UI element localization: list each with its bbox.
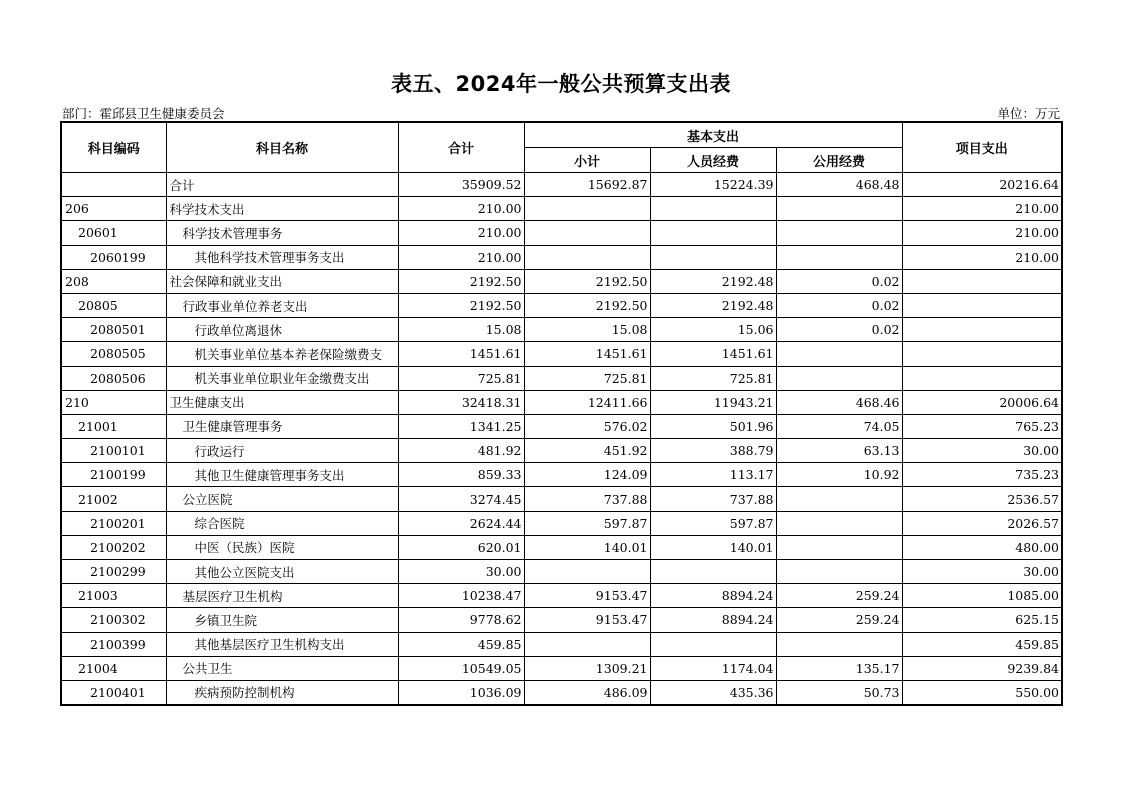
cell-subtotal: 12411.66 <box>524 390 650 414</box>
cell-project: 480.00 <box>902 535 1062 559</box>
cell-subtotal <box>524 245 650 269</box>
cell-name: 机关事业单位职业年金缴费支出 <box>166 366 398 390</box>
cell-name: 合计 <box>166 173 398 197</box>
cell-personnel: 11943.21 <box>650 390 776 414</box>
cell-code: 2100201 <box>61 511 166 535</box>
cell-name: 其他基层医疗卫生机构支出 <box>166 632 398 656</box>
cell-total: 859.33 <box>398 463 524 487</box>
cell-subtotal: 1309.21 <box>524 656 650 680</box>
cell-project <box>902 269 1062 293</box>
header-basic: 基本支出 <box>524 122 902 148</box>
cell-code: 2080506 <box>61 366 166 390</box>
cell-personnel <box>650 221 776 245</box>
cell-total: 30.00 <box>398 560 524 584</box>
cell-total: 481.92 <box>398 439 524 463</box>
cell-total: 32418.31 <box>398 390 524 414</box>
cell-personnel: 388.79 <box>650 439 776 463</box>
cell-total: 3274.45 <box>398 487 524 511</box>
cell-total: 620.01 <box>398 535 524 559</box>
cell-code: 21004 <box>61 656 166 680</box>
cell-personnel: 2192.48 <box>650 293 776 317</box>
cell-project <box>902 318 1062 342</box>
table-row <box>61 487 1062 511</box>
cell-subtotal: 9153.47 <box>524 608 650 632</box>
cell-personnel: 501.96 <box>650 414 776 438</box>
table-row <box>61 221 1062 245</box>
cell-public: 468.46 <box>776 390 902 414</box>
cell-project: 30.00 <box>902 560 1062 584</box>
header-name: 科目名称 <box>166 122 398 173</box>
cell-subtotal: 2192.50 <box>524 293 650 317</box>
cell-project: 210.00 <box>902 221 1062 245</box>
cell-name: 中医（民族）医院 <box>166 535 398 559</box>
cell-code: 206 <box>61 197 166 221</box>
cell-public <box>776 511 902 535</box>
unit-label: 单位：万元 <box>997 106 1060 121</box>
cell-project: 20216.64 <box>902 173 1062 197</box>
cell-subtotal <box>524 197 650 221</box>
cell-code: 2080501 <box>61 318 166 342</box>
cell-code: 208 <box>61 269 166 293</box>
cell-public <box>776 632 902 656</box>
table-row <box>61 197 1062 221</box>
cell-public <box>776 535 902 559</box>
cell-public <box>776 221 902 245</box>
table-row <box>61 366 1062 390</box>
cell-code: 2100199 <box>61 463 166 487</box>
cell-personnel: 8894.24 <box>650 608 776 632</box>
table-row <box>61 269 1062 293</box>
cell-personnel <box>650 197 776 221</box>
cell-subtotal <box>524 221 650 245</box>
table-row <box>61 656 1062 680</box>
table-row <box>61 560 1062 584</box>
cell-public: 0.02 <box>776 269 902 293</box>
cell-name: 机关事业单位基本养老保险缴费支 <box>166 342 398 366</box>
table-row <box>61 173 1062 197</box>
cell-public: 259.24 <box>776 608 902 632</box>
cell-name: 科学技术管理事务 <box>166 221 398 245</box>
budget-table <box>60 121 1063 706</box>
cell-personnel: 113.17 <box>650 463 776 487</box>
cell-subtotal: 725.81 <box>524 366 650 390</box>
cell-subtotal: 2192.50 <box>524 269 650 293</box>
cell-project: 20006.64 <box>902 390 1062 414</box>
cell-project: 30.00 <box>902 439 1062 463</box>
cell-public: 50.73 <box>776 680 902 704</box>
cell-personnel: 2192.48 <box>650 269 776 293</box>
cell-subtotal: 486.09 <box>524 680 650 704</box>
cell-name: 基层医疗卫生机构 <box>166 584 398 608</box>
header-total: 合计 <box>398 122 524 173</box>
cell-code: 21002 <box>61 487 166 511</box>
cell-code: 21003 <box>61 584 166 608</box>
cell-code: 20601 <box>61 221 166 245</box>
cell-public <box>776 197 902 221</box>
cell-public: 135.17 <box>776 656 902 680</box>
table-row <box>61 632 1062 656</box>
cell-public: 468.48 <box>776 173 902 197</box>
table-row <box>61 535 1062 559</box>
cell-project: 2536.57 <box>902 487 1062 511</box>
cell-subtotal: 15692.87 <box>524 173 650 197</box>
table-row <box>61 463 1062 487</box>
cell-code: 2080505 <box>61 342 166 366</box>
cell-code: 2100299 <box>61 560 166 584</box>
cell-personnel <box>650 560 776 584</box>
table-row <box>61 584 1062 608</box>
cell-subtotal: 140.01 <box>524 535 650 559</box>
cell-project <box>902 342 1062 366</box>
cell-code: 2100401 <box>61 680 166 704</box>
cell-personnel: 1451.61 <box>650 342 776 366</box>
table-row <box>61 293 1062 317</box>
cell-name: 科学技术支出 <box>166 197 398 221</box>
cell-subtotal <box>524 632 650 656</box>
cell-public: 259.24 <box>776 584 902 608</box>
page-title: 表五、2024年一般公共预算支出表 <box>391 72 731 96</box>
cell-subtotal: 9153.47 <box>524 584 650 608</box>
cell-public: 0.02 <box>776 293 902 317</box>
cell-code: 2060199 <box>61 245 166 269</box>
cell-project: 765.23 <box>902 414 1062 438</box>
cell-personnel: 1174.04 <box>650 656 776 680</box>
cell-code: 210 <box>61 390 166 414</box>
cell-total: 10549.05 <box>398 656 524 680</box>
cell-code: 2100101 <box>61 439 166 463</box>
header-subtotal: 小计 <box>524 148 650 173</box>
cell-personnel: 140.01 <box>650 535 776 559</box>
cell-project: 459.85 <box>902 632 1062 656</box>
cell-total: 2192.50 <box>398 269 524 293</box>
cell-personnel <box>650 245 776 269</box>
table-row <box>61 318 1062 342</box>
cell-total: 9778.62 <box>398 608 524 632</box>
cell-name: 乡镇卫生院 <box>166 608 398 632</box>
cell-public <box>776 342 902 366</box>
cell-total: 210.00 <box>398 221 524 245</box>
cell-project: 550.00 <box>902 680 1062 704</box>
cell-total: 35909.52 <box>398 173 524 197</box>
cell-name: 行政运行 <box>166 439 398 463</box>
cell-code: 2100202 <box>61 535 166 559</box>
cell-total: 2192.50 <box>398 293 524 317</box>
cell-total: 10238.47 <box>398 584 524 608</box>
cell-project: 9239.84 <box>902 656 1062 680</box>
header-code: 科目编码 <box>61 122 166 173</box>
cell-subtotal: 15.08 <box>524 318 650 342</box>
cell-personnel: 737.88 <box>650 487 776 511</box>
cell-project: 2026.57 <box>902 511 1062 535</box>
cell-subtotal: 1451.61 <box>524 342 650 366</box>
cell-name: 疾病预防控制机构 <box>166 680 398 704</box>
cell-code: 21001 <box>61 414 166 438</box>
cell-public: 63.13 <box>776 439 902 463</box>
cell-name: 行政单位离退休 <box>166 318 398 342</box>
cell-subtotal: 737.88 <box>524 487 650 511</box>
cell-personnel <box>650 632 776 656</box>
table-row <box>61 439 1062 463</box>
cell-name: 卫生健康管理事务 <box>166 414 398 438</box>
cell-personnel: 725.81 <box>650 366 776 390</box>
header-personnel: 人员经费 <box>650 148 776 173</box>
cell-name: 综合医院 <box>166 511 398 535</box>
cell-public: 10.92 <box>776 463 902 487</box>
cell-personnel: 15.06 <box>650 318 776 342</box>
cell-public <box>776 560 902 584</box>
cell-subtotal: 124.09 <box>524 463 650 487</box>
cell-name: 其他公立医院支出 <box>166 560 398 584</box>
cell-total: 2624.44 <box>398 511 524 535</box>
table-row <box>61 342 1062 366</box>
header-project: 项目支出 <box>902 122 1062 173</box>
department-label: 部门：霍邱县卫生健康委员会 <box>62 106 225 121</box>
cell-name: 公立医院 <box>166 487 398 511</box>
cell-total: 210.00 <box>398 197 524 221</box>
cell-personnel: 8894.24 <box>650 584 776 608</box>
cell-project <box>902 293 1062 317</box>
cell-name: 行政事业单位养老支出 <box>166 293 398 317</box>
cell-total: 1341.25 <box>398 414 524 438</box>
cell-subtotal: 576.02 <box>524 414 650 438</box>
cell-project: 210.00 <box>902 245 1062 269</box>
cell-name: 其他卫生健康管理事务支出 <box>166 463 398 487</box>
table-row <box>61 511 1062 535</box>
cell-project <box>902 366 1062 390</box>
cell-name: 其他科学技术管理事务支出 <box>166 245 398 269</box>
table-row <box>61 680 1062 704</box>
cell-total: 1036.09 <box>398 680 524 704</box>
header-public: 公用经费 <box>776 148 902 173</box>
table-body <box>61 173 1062 705</box>
cell-public <box>776 366 902 390</box>
cell-total: 725.81 <box>398 366 524 390</box>
cell-total: 210.00 <box>398 245 524 269</box>
cell-project: 1085.00 <box>902 584 1062 608</box>
cell-name: 公共卫生 <box>166 656 398 680</box>
cell-name: 卫生健康支出 <box>166 390 398 414</box>
cell-project: 210.00 <box>902 197 1062 221</box>
cell-total: 459.85 <box>398 632 524 656</box>
cell-personnel: 597.87 <box>650 511 776 535</box>
cell-public <box>776 487 902 511</box>
cell-name: 社会保障和就业支出 <box>166 269 398 293</box>
cell-public <box>776 245 902 269</box>
cell-total: 15.08 <box>398 318 524 342</box>
cell-personnel: 435.36 <box>650 680 776 704</box>
cell-project: 625.15 <box>902 608 1062 632</box>
cell-code: 2100302 <box>61 608 166 632</box>
table-row <box>61 608 1062 632</box>
cell-subtotal: 451.92 <box>524 439 650 463</box>
table-row <box>61 414 1062 438</box>
cell-project: 735.23 <box>902 463 1062 487</box>
table-row <box>61 390 1062 414</box>
cell-public: 74.05 <box>776 414 902 438</box>
cell-code <box>61 173 166 197</box>
cell-personnel: 15224.39 <box>650 173 776 197</box>
cell-code: 20805 <box>61 293 166 317</box>
cell-public: 0.02 <box>776 318 902 342</box>
table-row <box>61 245 1062 269</box>
cell-subtotal: 597.87 <box>524 511 650 535</box>
cell-code: 2100399 <box>61 632 166 656</box>
cell-total: 1451.61 <box>398 342 524 366</box>
cell-subtotal <box>524 560 650 584</box>
